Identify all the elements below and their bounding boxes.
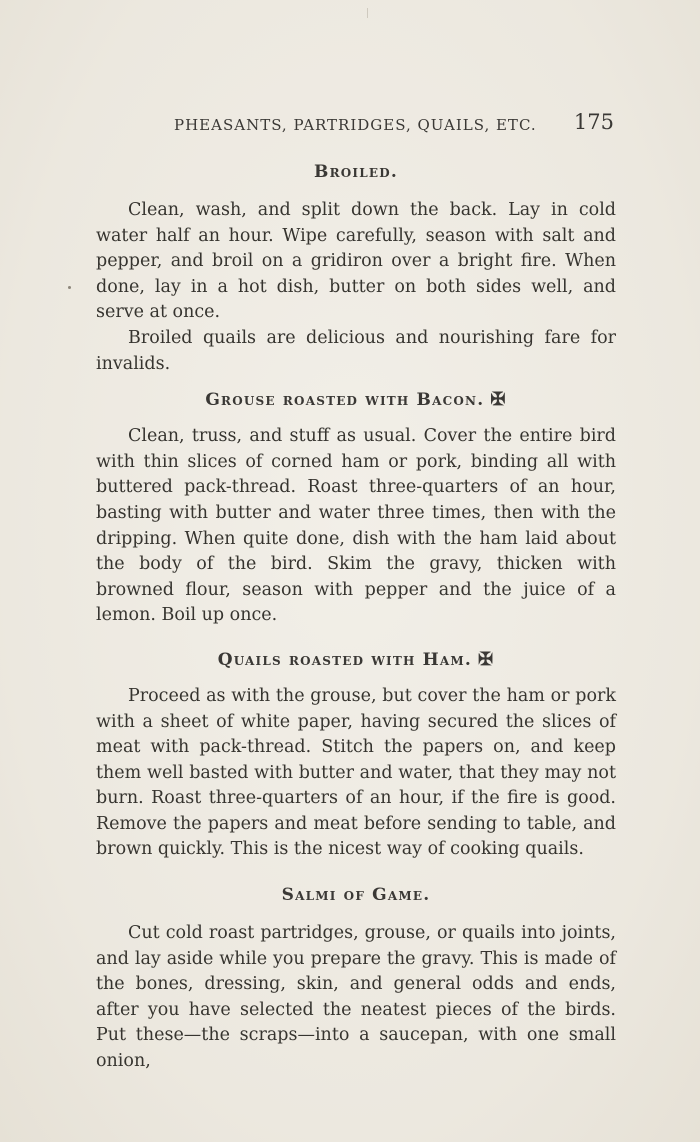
section-heading-broiled: Broiled. bbox=[314, 162, 398, 182]
page-mark bbox=[367, 8, 368, 18]
section-heading-grouse: Grouse roasted with Bacon. ✠ bbox=[205, 389, 507, 411]
section-heading-quails: Quails roasted with Ham. ✠ bbox=[217, 648, 495, 670]
running-head: PHEASANTS, PARTRIDGES, QUAILS, ETC. bbox=[174, 116, 537, 134]
paragraph: Proceed as with the grouse, but cover the ham or pork with a sheet of white paper, having secured the slices of meat with pack-thread. Stitch the papers on, and keep them well basted with butter and water, that they may not burn. Roast three-quarters of an hour, if the fire is good. Remove the papers and meat before sending to table, and brown quickly. This is the nicest way of cooking quails. bbox=[96, 685, 616, 860]
cross-icon: ✠ bbox=[490, 389, 507, 411]
section-heading-salmi: Salmi of Game. bbox=[281, 885, 431, 906]
margin-speck bbox=[68, 286, 71, 289]
page-body bbox=[96, 150, 616, 1075]
cross-icon: ✠ bbox=[478, 648, 495, 670]
paragraph: Cut cold roast partridges, grouse, or quails into joints, and lay aside while you prepare the gravy. This is made of the bones, dressing, skin, and general odds and ends, after you have selected the neatest pieces of the birds. Put these—the scraps—into a saucepan, with one small onion, bbox=[96, 923, 616, 1072]
paragraph: Broiled quails are delicious and nourishing fare for invalids. bbox=[96, 327, 616, 374]
paragraph: Clean, wash, and split down the back. Lay in cold water half an hour. Wipe carefully, season with salt and pepper, and broil on a gridiron over a bright fire. When done, lay in a hot dish, butter on both sides well, and serve at once. bbox=[96, 200, 616, 323]
page-number: 175 bbox=[573, 110, 614, 134]
paragraph: Clean, truss, and stuff as usual. Cover the entire bird with thin slices of corned ham or pork, binding all with buttered pack-thread. Roast three-quarters of an hour, basting with butter and water three times, then with the dripping. When quite done, dish with the ham laid about the body of the bird. Skim the gravy, thicken with browned flour, season with pepper and the juice of a lemon. Boil up once. bbox=[96, 426, 616, 626]
page-header bbox=[96, 110, 616, 140]
